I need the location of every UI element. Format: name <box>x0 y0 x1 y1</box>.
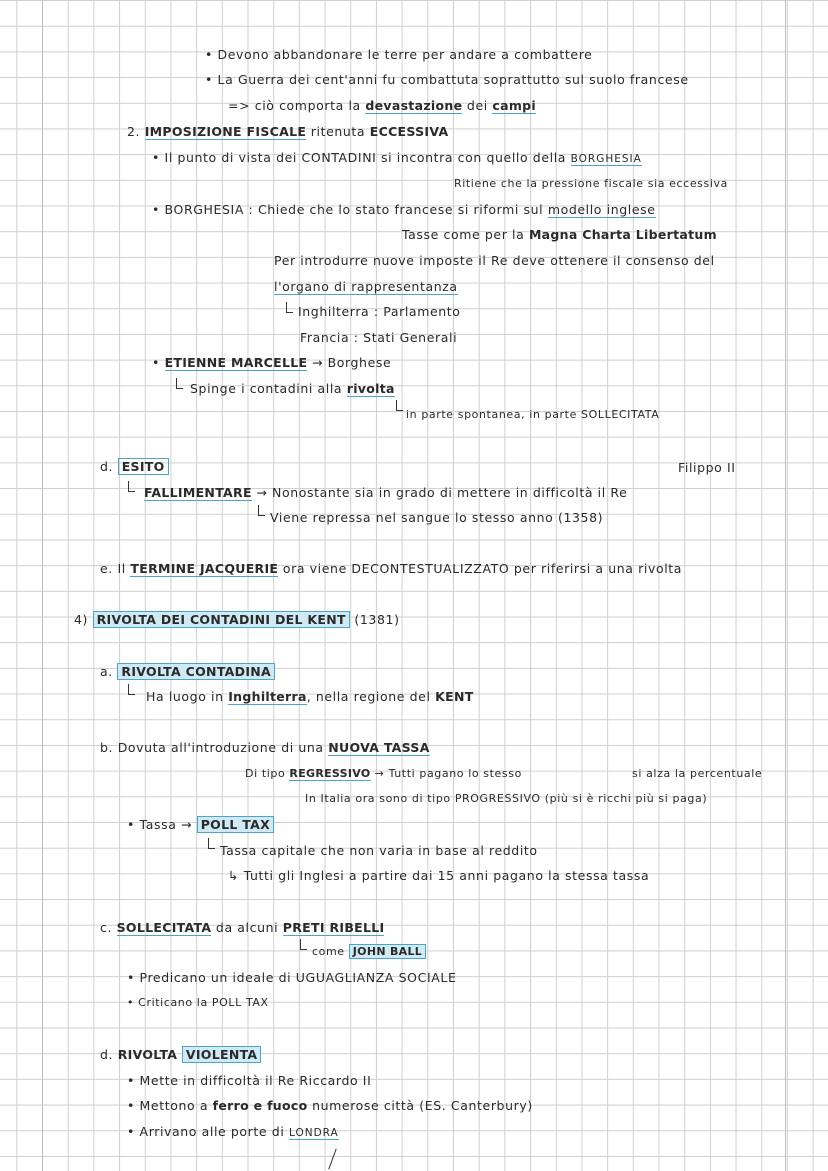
poll-tax-line: • Tassa → POLL TAX <box>127 817 274 832</box>
consent-line: Per introdurre nuove imposte il Re deve ottenere il consenso del <box>274 253 715 268</box>
esito-heading: d. ESITO <box>100 459 169 474</box>
regressive-tax: Di tipo REGRESSIVO → Tutti pagano lo stesso <box>245 767 522 780</box>
etienne-line: • ETIENNE MARCELLE → Borghese <box>152 355 392 370</box>
king-richard: • Mette in difficoltà il Re Riccardo II <box>127 1073 372 1088</box>
preach-equality: • Predicano un ideale di UGUAGLIANZA SOCIALE <box>127 970 457 985</box>
esito-repressed: Viene repressa nel sangue lo stesso anno (1358) <box>270 510 604 525</box>
kent-a-heading: a. RIVOLTA CONTADINA <box>100 664 275 679</box>
rate-increase: si alza la percentuale <box>632 767 763 780</box>
poll-tax-definition: Tassa capitale che non varia in base al reddito <box>220 843 538 858</box>
king-label: Filippo II <box>678 460 736 475</box>
kent-c-heading: c. SOLLECITATA da alcuni PRETI RIBELLI <box>100 920 385 935</box>
france-estates: Francia : Stati Generali <box>300 330 458 345</box>
bullet-abandon-lands: • Devono abbandonare le terre per andare a combattere <box>205 47 593 62</box>
kent-heading: 4) RIVOLTA DEI CONTADINI DEL KENT (1381) <box>74 612 400 627</box>
magna-charta-line: Tasse come per la Magna Charta Libertatum <box>402 227 717 242</box>
fiscal-point-1: • Il punto di vista dei CONTADINI si incontra con quello della BORGHESIA <box>152 150 642 165</box>
kent-d-heading: d. RIVOLTA VIOLENTA <box>100 1047 261 1062</box>
fiscal-heading: 2. IMPOSIZIONE FISCALE ritenuta ECCESSIVA <box>127 124 449 139</box>
corner-arrow-icon <box>258 505 265 516</box>
corner-arrow-icon <box>300 939 307 950</box>
gates-of-london: • Arrivano alle porte di LONDRA <box>127 1124 339 1139</box>
john-ball-line: come JOHN BALL <box>312 945 426 958</box>
kent-b-heading: b. Dovuta all'introduzione di una NUOVA TASSA <box>100 740 430 755</box>
representative-organ: l'organo di rappresentanza <box>274 279 458 294</box>
esito-failure: FALLIMENTARE → Nonostante sia in grado di mettere in difficoltà il Re <box>144 485 628 500</box>
termine-jacquerie: e. Il TERMINE JACQUERIE ora viene DECONTESTUALIZZATO per riferirsi a una rivolta <box>100 561 683 576</box>
etienne-revolt: Spinge i contadini alla rivolta <box>190 381 395 396</box>
bullet-devastation: => ciò comporta la devastazione dei campi <box>228 98 537 113</box>
italy-progressive: In Italia ora sono di tipo PROGRESSIVO (più si è ricchi più si paga) <box>305 792 708 805</box>
corner-arrow-icon <box>128 481 135 492</box>
fiscal-point-2: • BORGHESIA : Chiede che lo stato francese si riformi sul modello inglese <box>152 202 656 217</box>
poll-tax-everyone: ↳ Tutti gli Inglesi a partire dai 15 anni pagano la stessa tassa <box>228 868 650 883</box>
bullet-hundred-years-war: • La Guerra dei cent'anni fu combattuta soprattutto sul suolo francese <box>205 72 689 87</box>
fire-and-sword: • Mettono a ferro e fuoco numerose città (ES. Canterbury) <box>127 1098 533 1113</box>
criticize-poll-tax: • Criticano la POLL TAX <box>127 996 269 1009</box>
fiscal-point-1-sub: Ritiene che la pressione fiscale sia eccessiva <box>454 177 728 190</box>
corner-arrow-icon <box>176 378 183 389</box>
corner-arrow-icon <box>286 302 293 313</box>
corner-arrow-icon <box>208 838 215 849</box>
kent-a-location: Ha luogo in Inghilterra, nella regione del KENT <box>146 689 474 704</box>
revolt-type: in parte spontanea, in parte SOLLECITATA <box>406 408 660 421</box>
corner-arrow-icon <box>396 400 403 411</box>
corner-arrow-icon <box>128 684 135 695</box>
england-parliament: Inghilterra : Parlamento <box>298 304 461 319</box>
